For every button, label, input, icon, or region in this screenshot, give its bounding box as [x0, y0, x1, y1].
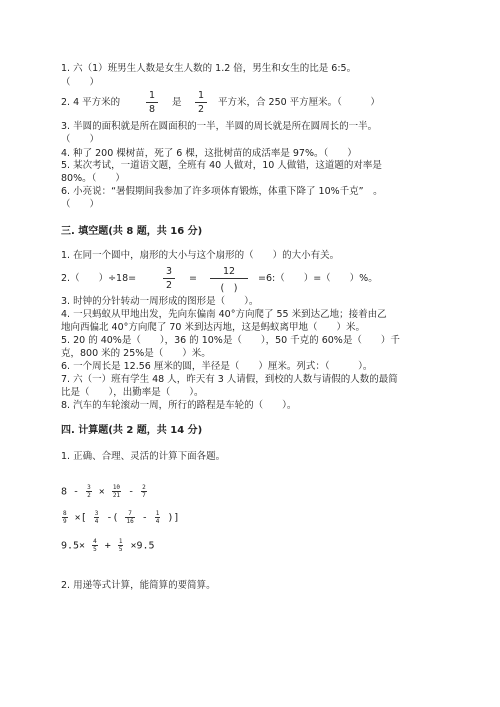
fill-q2-b: =6:（ ）=（ ）%。 [258, 273, 378, 284]
fill-section-title: 三. 填空题(共 8 题，共 16 分) [61, 226, 203, 237]
judge-q2-frac1: 1 8 [146, 90, 158, 115]
judge-q2-c: 平方米，合 250 平方厘米。（ ） [218, 97, 380, 108]
fill-q2-frac2: 12 ( ) [210, 266, 248, 294]
fill-q8: 8. 汽车的车轮滚动一周，所行的路程是车轮的（ ）。 [61, 400, 297, 411]
judge-q5: 5. 某次考试，一道语文题，全班有 40 人做对，10 人做错，这道题的对率是 [61, 160, 382, 171]
judge-q4: 4. 种了 200 棵树苗，死了 6 棵，这批树苗的成活率是 97%。（ ） [61, 148, 357, 159]
fill-q3: 3. 时钟的分针转动一周形成的图形是（ ）。 [61, 296, 259, 307]
calc-expression-1: 8 - $\frac{3}{2}$ × $\frac{10}{21}$ - $\frac{2}{7}$ [61, 484, 146, 499]
judge-q2-a: 2. 4 平方米的 [61, 97, 121, 108]
fill-q4-l2: 地向西偏北 40°方向爬了 70 米到达丙地，这是蚂蚁离甲地（ ）米。 [61, 322, 365, 333]
judge-q3: 3. 半圆的面积就是所在圆面积的一半，半圆的周长就是所在圆周长的一半。 [61, 121, 378, 132]
judge-q6: 6. 小亮说：“暑假期间我参加了许多项体育锻炼，体重下降了 10%千克” 。 [61, 186, 383, 197]
calc-expression-3: 9.5× $\frac{4}{5}$ + $\frac{1}{5}$ ×9.5 [61, 538, 155, 553]
fill-q1: 1. 在同一个圆中，扇形的大小与这个扇形的（ ）的大小有关。 [61, 250, 340, 261]
judge-q1: 1. 六（1）班男生人数是女生人数的 1.2 倍，男生和女生的比是 6:5。 [61, 63, 357, 74]
judge-q2-frac2: 1 2 [195, 90, 207, 115]
fill-q4-l1: 4. 一只蚂蚁从甲地出发，先向东偏南 40°方向爬了 55 米到达乙地；接着由乙 [61, 309, 387, 320]
fill-q2-a: 2.（ ）÷18= [61, 273, 137, 284]
fill-q2-eq: = [189, 273, 197, 284]
calc-q2: 2. 用递等式计算，能简算的要简算。 [61, 580, 216, 591]
fill-q6: 6. 一个周长是 12.56 厘米的圆，半径是（ ）厘米。列式：（ ）。 [61, 361, 373, 372]
fill-q7-l1: 7. 六（一）班有学生 48 人，昨天有 3 人请假，到校的人数与请假的人数的最简 [61, 374, 398, 385]
fill-q2-frac1: 3 2 [163, 266, 175, 291]
fill-q7-l2: 比是（ ），出勤率是（ ）。 [61, 387, 204, 398]
calc-section-title: 四. 计算题(共 2 题，共 14 分) [61, 425, 203, 436]
judge-q3-answer[interactable]: （ ） [61, 134, 100, 145]
judge-q6-answer[interactable]: （ ） [61, 199, 100, 210]
calc-intro: 1. 正确、合理、灵活的计算下面各题。 [61, 451, 226, 462]
judge-q5-cont: 80%。（ ） [61, 173, 125, 184]
fill-q5-l2: 克，800 米的 25%是（ ）米。 [61, 348, 211, 359]
judge-q2-b: 是 [172, 97, 182, 108]
fill-q5-l1: 5. 20 的 40%是（ ），36 的 10%是（ ），50 千克的 60%是（ ）千 [61, 335, 400, 346]
judge-q1-answer[interactable]: （ ） [61, 77, 100, 88]
calc-expression-2: $\frac{8}{9}$ ×[ $\frac{3}{4}$ -( $\frac{7}{16}$ - $\frac{1}{4}$ )] [63, 510, 180, 525]
